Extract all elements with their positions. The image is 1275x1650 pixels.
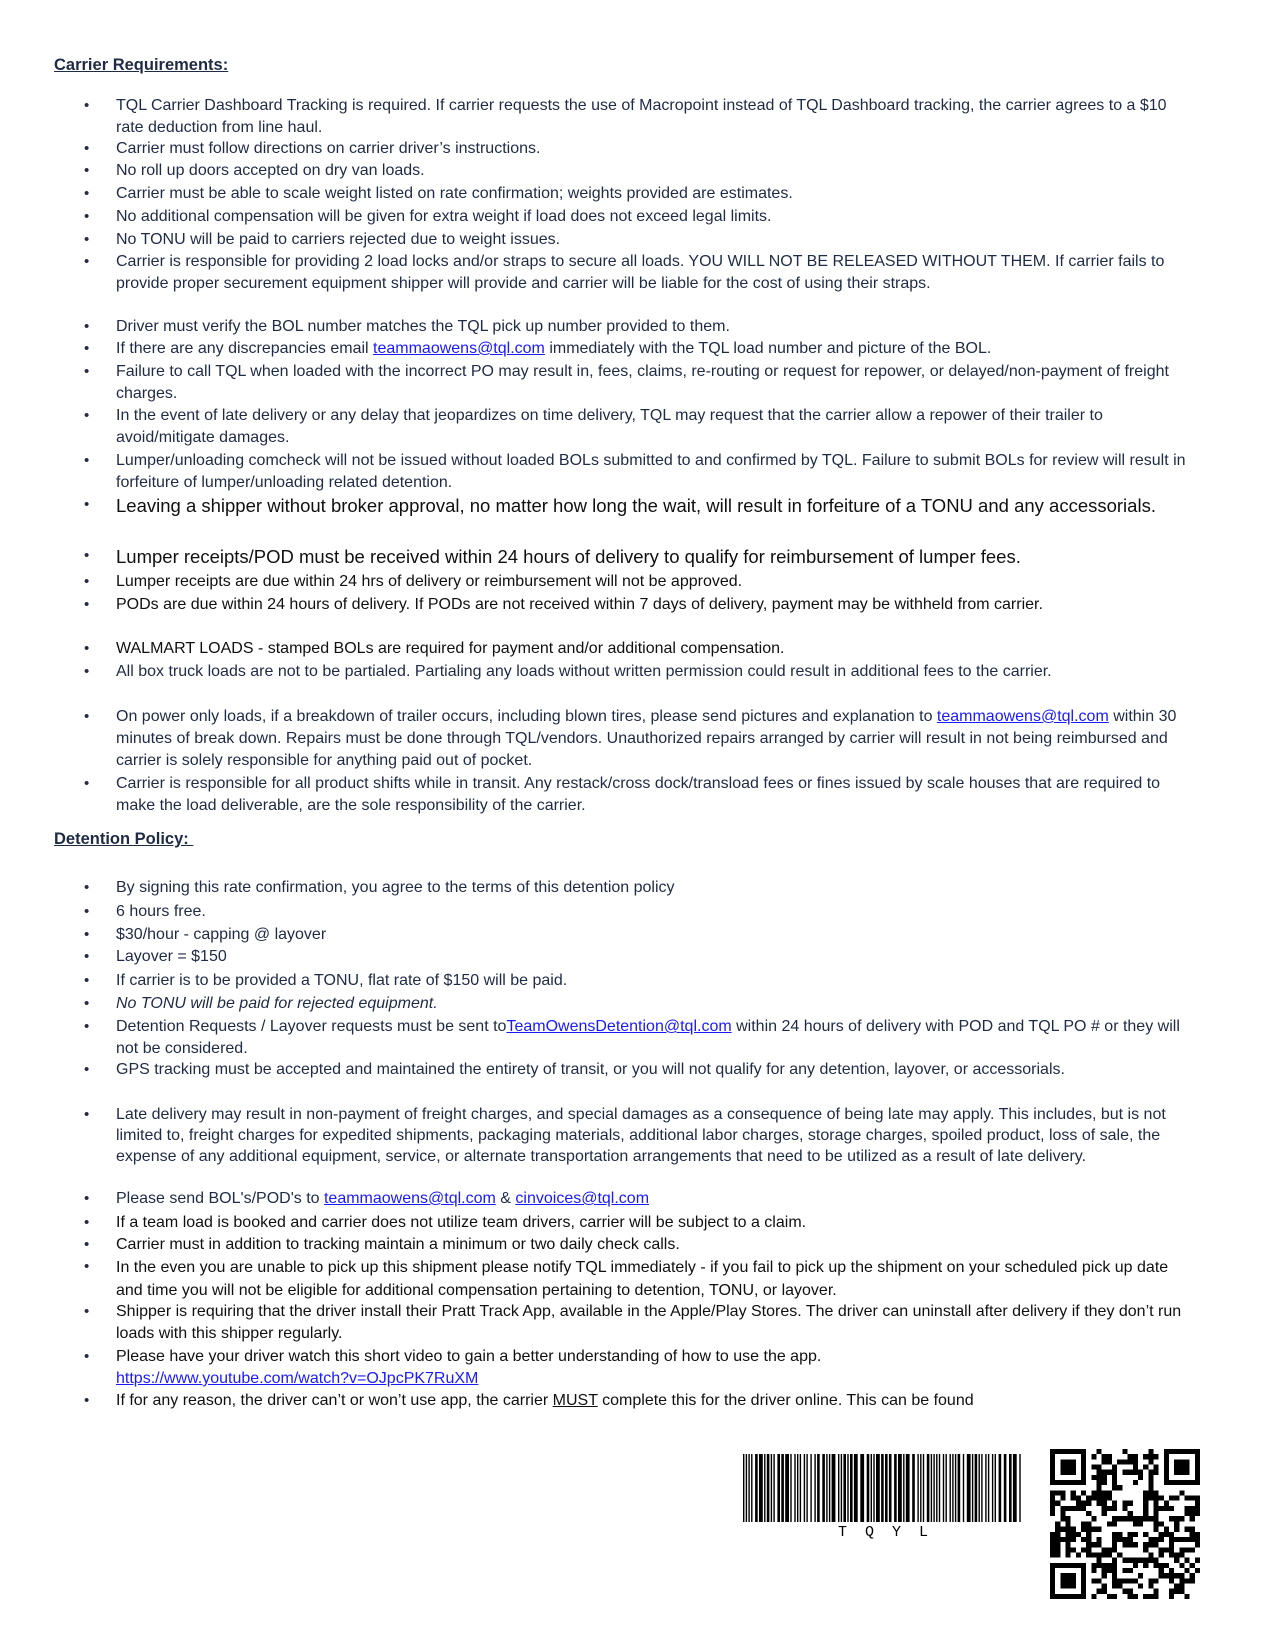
item-text: Shipper is requiring that the driver install their Pratt Track App, available in the Apple/Play Stores. The driver can uninstall after delivery if they don’t run loads with this shipper regularly. — [116, 1303, 1182, 1342]
item-text — [116, 1188, 1196, 1210]
item-text-part: If for any reason, the driver can’t or won’t use app, the carrier — [116, 1392, 553, 1409]
bullet: • — [84, 1258, 90, 1275]
item-text: $30/hour - capping @ layover — [116, 926, 327, 943]
bullet: • — [84, 1190, 90, 1207]
item-text: Lumper receipts/POD must be received within 24 hours of delivery to qualify for reimbursement of lumper fees. — [116, 546, 1021, 567]
bullet: • — [84, 231, 90, 248]
item-text: Layover = $150 — [116, 948, 227, 965]
carrier-requirements-heading: Carrier Requirements: — [54, 56, 229, 74]
item-text: Lumper/unloading comcheck will not be issued without loaded BOLs submitted to and confirmed by TQL. Failure to submit BOLs for review will result in forfeiture of lumper/unloading related detention. — [116, 452, 1186, 491]
bullet: • — [84, 1303, 90, 1320]
email-link[interactable]: teammaowens@tql.com — [936, 708, 1109, 725]
item-text: Carrier is responsible for providing 2 load locks and/or straps to secure all loads. YOU WILL NOT BE RELEASED WITHOUT THEM. If carrier fails to provide proper securement equipment shipper will provide and carrier will be liable for the cost of using their straps. — [116, 253, 1165, 292]
item-text: No TONU will be paid for rejected equipment. — [116, 995, 438, 1012]
item-text: Failure to call TQL when loaded with the incorrect PO may result in, fees, claims, re-routing or request for repower, or delayed/non-payment of freight charges. — [116, 363, 1169, 402]
bullet: • — [84, 1392, 90, 1409]
item-text: Late delivery may result in non-payment of freight charges, and special damages as a consequence of being late may apply. This includes, but is not limited to, freight charges for expedited shipments, packaging materials, additional labor charges, storage charges, spoiled product, loss of sale, the expense of any additional equipment, service, or alternate transportation arrangements that need to be utilized as a result of late delivery. — [116, 1106, 1166, 1165]
bullet: • — [84, 208, 90, 225]
bullet: • — [84, 972, 90, 989]
item-text: 6 hours free. — [116, 903, 206, 920]
item-text: No TONU will be paid to carriers rejected due to weight issues. — [116, 231, 561, 248]
barcode-image — [741, 1454, 1026, 1522]
bullet: • — [84, 340, 90, 357]
bullet: • — [84, 318, 90, 335]
bullet: • — [84, 926, 90, 943]
item-text: If carrier is to be provided a TONU, flat rate of $150 will be paid. — [116, 972, 568, 989]
item-text: No roll up doors accepted on dry van loads. — [116, 162, 425, 179]
item-text-part: within 30 minutes of break down. Repairs must be done through TQL/vendors. Unauthorized repairs arranged by carrier will result in not being reimbursed and carrier is solely responsible for anything paid out of pocket. — [116, 708, 1177, 769]
qr-code-image — [1050, 1449, 1200, 1599]
item-text-emphasis: MUST — [552, 1392, 598, 1409]
item-text-part: If there are any discrepancies email — [116, 340, 374, 357]
item-text-part: & — [495, 1190, 516, 1207]
bullet: • — [84, 547, 90, 564]
bullet: • — [84, 1106, 90, 1123]
video-link[interactable]: https://www.youtube.com/watch?v=OJpcPK7RuXM — [116, 1370, 479, 1387]
bullet: • — [84, 452, 90, 469]
item-text: All box truck loads are not to be partialed. Partialing any loads without written permission could result in additional fees to the carrier. — [116, 663, 1052, 680]
item-text — [116, 338, 1196, 360]
item-text — [116, 706, 1196, 772]
bullet: • — [84, 185, 90, 202]
item-text: Carrier must follow directions on carrier driver’s instructions. — [116, 140, 541, 157]
item-text — [116, 1390, 1196, 1412]
bullet: • — [84, 1236, 90, 1253]
item-text-part: Please send BOL's/POD's to — [116, 1190, 324, 1207]
detention-policy-heading: Detention Policy: — [54, 830, 194, 848]
bullet: • — [84, 1214, 90, 1231]
bullet: • — [84, 162, 90, 179]
item-text-part: On power only loads, if a breakdown of trailer occurs, including blown tires, please send pictures and explanation to — [116, 708, 937, 725]
barcode-caption-text: T Q Y L — [837, 1524, 929, 1540]
item-text — [116, 1346, 906, 1390]
item-text: By signing this rate confirmation, you agree to the terms of this detention policy — [116, 879, 675, 896]
bullet: • — [84, 879, 90, 896]
bullet: • — [84, 97, 90, 114]
item-text: PODs are due within 24 hours of delivery. If PODs are not received within 7 days of delivery, payment may be withheld from carrier. — [116, 596, 1043, 613]
bullet: • — [84, 496, 90, 513]
item-text: No additional compensation will be given for extra weight if load does not exceed legal limits. — [116, 208, 772, 225]
item-text: Leaving a shipper without broker approval, no matter how long the wait, will result in forfeiture of a TONU and any accessorials. — [116, 495, 1156, 516]
item-text: Carrier must in addition to tracking maintain a minimum or two daily check calls. — [116, 1236, 680, 1253]
email-link[interactable]: teammaowens@tql.com — [323, 1190, 496, 1207]
item-text: Driver must verify the BOL number matches the TQL pick up number provided to them. — [116, 318, 730, 335]
item-text: In the event of late delivery or any delay that jeopardizes on time delivery, TQL may request that the carrier allow a repower of their trailer to avoid/mitigate damages. — [116, 407, 1103, 446]
bullet: • — [84, 363, 90, 380]
bullet: • — [84, 903, 90, 920]
item-text — [116, 1016, 1196, 1060]
email-link[interactable]: cinvoices@tql.com — [515, 1190, 650, 1207]
item-text: In the even you are unable to pick up this shipment please notify TQL immediately - if you fail to pick up the shipment on your scheduled pick up date and time you will not be eligible for additional compensation pertaining to detention, TONU, or layover. — [116, 1259, 1169, 1299]
item-text: GPS tracking must be accepted and maintained the entirety of transit, or you will not qualify for any detention, layover, or accessorials. — [116, 1061, 1065, 1078]
bullet: • — [84, 253, 90, 270]
item-text-part: Detention Requests / Layover requests must be sent to — [116, 1018, 507, 1035]
email-link[interactable]: teammaowens@tql.com — [373, 340, 545, 357]
item-text-part: immediately with the TQL load number and picture of the BOL. — [544, 340, 992, 357]
bullet: • — [84, 1018, 90, 1035]
bullet: • — [84, 140, 90, 157]
bullet: • — [84, 640, 90, 657]
bullet: • — [84, 407, 90, 424]
bullet: • — [84, 596, 90, 613]
bullet: • — [84, 948, 90, 965]
item-text: TQL Carrier Dashboard Tracking is required. If carrier requests the use of Macropoint instead of TQL Dashboard tracking, the carrier agrees to a $10 rate deduction from line haul. — [116, 97, 1167, 136]
barcode-caption — [741, 1522, 1026, 1540]
bullet: • — [84, 995, 90, 1012]
bullet: • — [84, 775, 90, 792]
item-text: If a team load is booked and carrier does not utilize team drivers, carrier will be subject to a claim. — [116, 1214, 807, 1231]
bullet: • — [84, 573, 90, 590]
item-text: WALMART LOADS - stamped BOLs are required for payment and/or additional compensation. — [116, 640, 785, 657]
item-text: Lumper receipts are due within 24 hrs of delivery or reimbursement will not be approved. — [116, 573, 743, 590]
item-text-part: complete this for the driver online. This can be found — [597, 1392, 974, 1409]
bullet: • — [84, 708, 90, 725]
item-text-part: Please have your driver watch this short video to gain a better understanding of how to use the app. — [116, 1348, 822, 1365]
bullet: • — [84, 1348, 90, 1365]
bullet: • — [84, 1061, 90, 1078]
item-text: Carrier is responsible for all product shifts while in transit. Any restack/cross dock/transload fees or fines issued by scale houses that are required to make the load deliverable, are the sole responsibility of the carrier. — [116, 775, 1161, 814]
bullet: • — [84, 663, 90, 680]
item-text-part: within 24 hours of delivery with POD and TQL PO # or they will not be considered. — [116, 1018, 1180, 1057]
email-link[interactable]: TeamOwensDetention@tql.com — [506, 1018, 732, 1035]
item-text: Carrier must be able to scale weight listed on rate confirmation; weights provided are estimates. — [116, 185, 793, 202]
